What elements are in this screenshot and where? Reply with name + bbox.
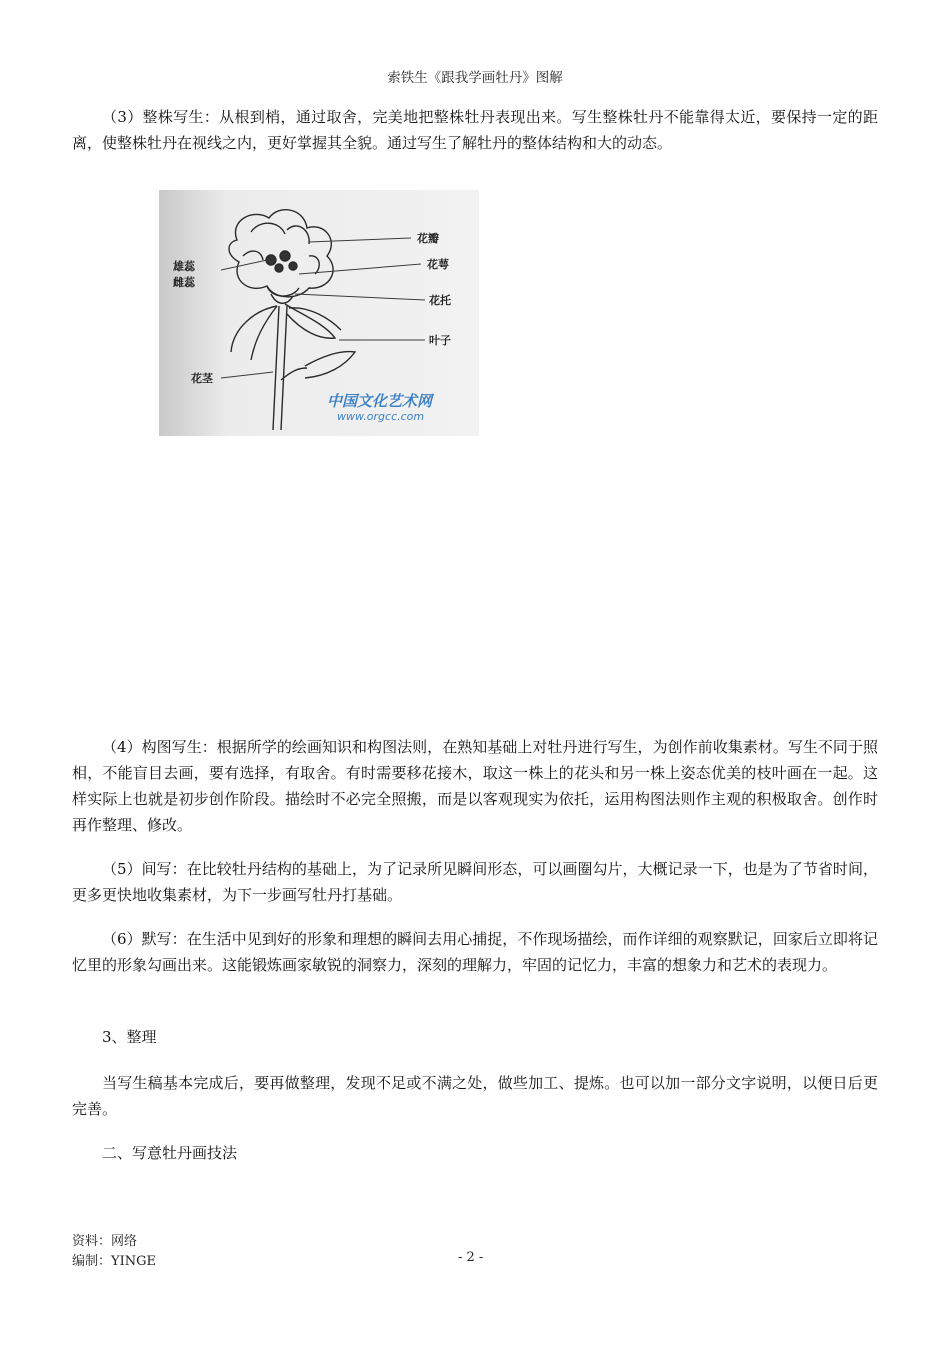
label-stamen: 雄蕊 <box>173 260 195 273</box>
paragraph-composition-sketch: （4）构图写生：根据所学的绘画知识和构图法则，在熟知基础上对牡丹进行写生，为创作前收集素材。写生不同于照相，不能盲目去画，要有选择，有取舍。有时需要移花接木，取这一株上的花头和另一株上姿态优美的枝叶画在一起。这样实际上也就是初步创作阶段。描绘时不必完全照搬，而是以客观现实为依托，运用构图法则作主观的积极取舍。创作时再作整理、修改。 <box>72 738 878 834</box>
paragraph-whole-plant-sketch: （3）整株写生：从根到梢，通过取舍，完美地把整株牡丹表现出来。写生整株牡丹不能靠得太近，要保持一定的距离，使整株牡丹在视线之内，更好掌握其全貌。通过写生了解牡丹的整体结构和大的动态。 <box>72 108 878 152</box>
label-pistil: 雌蕊 <box>173 276 195 289</box>
page-header-title: 索铁生《跟我学画牡丹》图解 <box>387 70 563 86</box>
label-leaf: 叶子 <box>429 334 451 347</box>
peony-structure-diagram <box>159 190 479 436</box>
section-heading-organize: 3、整理 <box>102 1028 157 1046</box>
watermark-name: 中国文化艺术网 <box>327 392 433 410</box>
label-petal: 花瓣 <box>417 232 439 245</box>
section-heading-freehand-technique: 二、写意牡丹画技法 <box>102 1144 238 1162</box>
label-calyx: 花萼 <box>427 258 449 271</box>
label-stem: 花茎 <box>191 372 213 385</box>
footer-source: 资料：网络 <box>72 1234 138 1249</box>
paragraph-quick-sketch: （5）间写：在比较牡丹结构的基础上，为了记录所见瞬间形态，可以画圈勾片，大概记录一下，也是为了节省时间，更多更快地收集素材，为下一步画写牡丹打基础。 <box>72 860 878 904</box>
watermark-url: www.orgcc.com <box>337 410 425 423</box>
label-receptacle: 花托 <box>429 294 451 307</box>
watermark <box>327 392 435 423</box>
footer-editor: 编制：YINGE <box>72 1254 156 1269</box>
page-number: - 2 - <box>458 1250 484 1265</box>
paragraph-memory-sketch: （6）默写：在生活中见到好的形象和理想的瞬间去用心捕捉，不作现场描绘，而作详细的观察默记，回家后立即将记忆里的形象勾画出来。这能锻炼画家敏锐的洞察力，深刻的理解力，牢固的记忆力，丰富的想象力和艺术的表现力。 <box>72 930 878 974</box>
paragraph-organize: 当写生稿基本完成后，要再做整理，发现不足或不满之处，做些加工、提炼。也可以加一部分文字说明，以便日后更完善。 <box>72 1074 878 1118</box>
